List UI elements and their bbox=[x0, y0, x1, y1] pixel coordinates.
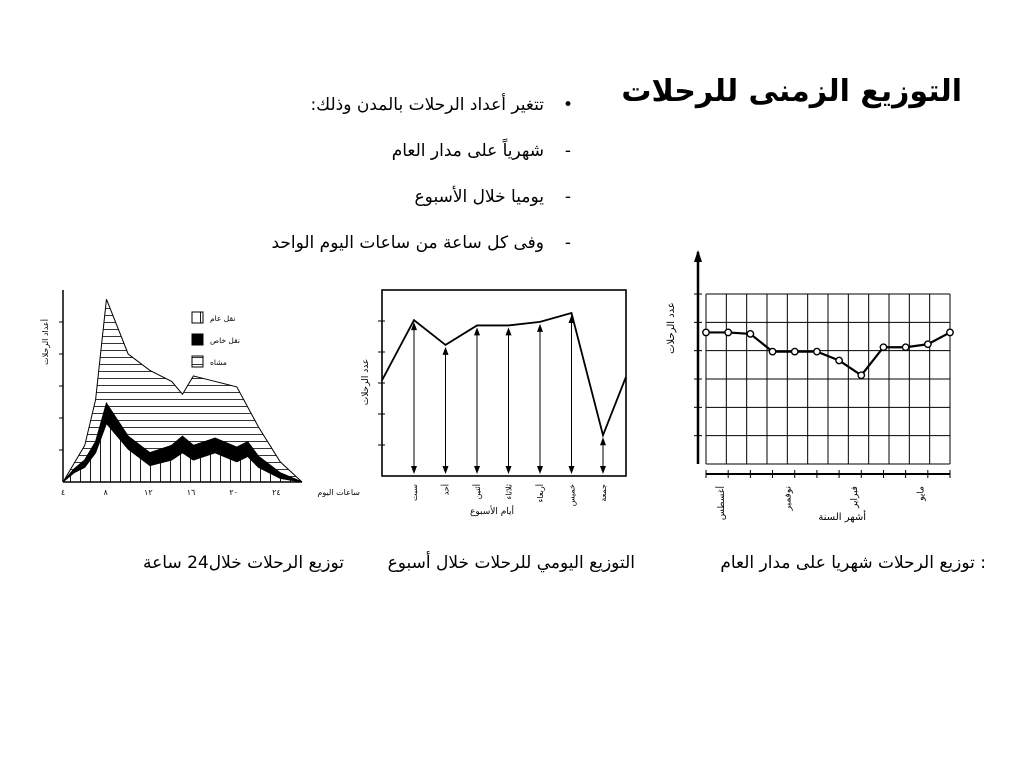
data-point bbox=[792, 348, 798, 354]
x-axis-label: أشهر السنة bbox=[818, 512, 866, 523]
bullet-text: شهرياً على مدار العام bbox=[391, 141, 544, 161]
drop-line-arrow-bottom bbox=[474, 466, 480, 474]
drop-line-arrow-top bbox=[506, 327, 512, 335]
drop-line-arrow-top bbox=[537, 324, 543, 332]
series-line bbox=[382, 313, 626, 435]
y-axis-label: عدد الرحلات bbox=[666, 302, 677, 354]
legend-swatch bbox=[192, 312, 203, 323]
bullet-marker: - bbox=[564, 233, 572, 253]
bullet-text: يوميا خلال الأسبوع bbox=[414, 187, 544, 207]
caption-weekly: التوزيع اليومي للرحلات خلال أسبوع bbox=[387, 553, 635, 573]
data-point bbox=[703, 329, 709, 335]
drop-line-arrow-top bbox=[600, 437, 606, 445]
x-axis-label: أيام الأسبوع bbox=[469, 507, 515, 517]
caption-hourly: توزيع الرحلات خلال24 ساعة bbox=[143, 553, 344, 573]
data-point bbox=[880, 344, 886, 350]
x-tick-label: نوفمبر bbox=[783, 486, 794, 511]
bullet-text: تتغير أعداد الرحلات بالمدن وذلك: bbox=[310, 95, 544, 115]
x-tick-label: ٢٠ bbox=[229, 488, 239, 497]
data-point bbox=[902, 344, 908, 350]
bullet-marker: • bbox=[562, 95, 574, 115]
data-point bbox=[947, 329, 953, 335]
x-tick-label: أثنين bbox=[473, 484, 482, 500]
bullet-item bbox=[144, 220, 572, 266]
y-axis-label: أعداد الرحلات bbox=[41, 319, 50, 365]
bullet-marker: - bbox=[564, 187, 572, 207]
x-tick-label: أغسطس bbox=[717, 486, 727, 521]
x-tick-label: مايو bbox=[916, 486, 927, 501]
data-point bbox=[769, 348, 775, 354]
legend-label: مشاه bbox=[210, 358, 227, 367]
data-point bbox=[814, 348, 820, 354]
y-axis-arrow bbox=[694, 250, 702, 262]
drop-line-arrow-top bbox=[443, 347, 449, 355]
x-axis-label: ساعات اليوم bbox=[317, 488, 360, 497]
legend-label: نقل عام bbox=[210, 314, 236, 323]
data-point bbox=[836, 357, 842, 363]
drop-line-arrow-top bbox=[474, 327, 480, 335]
data-point bbox=[858, 372, 864, 378]
x-tick-label: ١٢ bbox=[144, 488, 153, 497]
legend-swatch bbox=[192, 334, 203, 345]
caption-monthly: : توزيع الرحلات شهريا على مدار العام bbox=[720, 553, 986, 573]
drop-line-arrow-bottom bbox=[537, 466, 543, 474]
drop-line-arrow-bottom bbox=[443, 466, 449, 474]
bullet-text: وفى كل ساعة من ساعات اليوم الواحد bbox=[271, 233, 544, 253]
legend-swatch bbox=[192, 356, 203, 367]
x-tick-label: أحد bbox=[441, 484, 451, 496]
drop-line-arrow-bottom bbox=[569, 466, 575, 474]
data-point bbox=[925, 341, 931, 347]
x-tick-label: ١٦ bbox=[186, 488, 196, 497]
bullet-list bbox=[144, 82, 574, 266]
bullet-marker: - bbox=[564, 141, 572, 161]
data-point bbox=[747, 331, 753, 337]
drop-line-arrow-bottom bbox=[600, 466, 606, 474]
bullet-item bbox=[144, 82, 574, 128]
x-tick-label: أربعاء bbox=[536, 484, 545, 503]
y-axis-label: عدد الرحلات bbox=[361, 358, 371, 406]
slide-title: التوزيع الزمنى للرحلات bbox=[621, 74, 962, 109]
x-tick-label: خميس bbox=[567, 484, 577, 507]
monthly-trips-chart bbox=[652, 248, 970, 530]
x-tick-label: سبت bbox=[410, 484, 419, 501]
drop-line-arrow-bottom bbox=[506, 466, 512, 474]
x-tick-label: ٤ bbox=[60, 488, 66, 497]
x-tick-label: ٨ bbox=[103, 488, 108, 497]
drop-line-arrow-bottom bbox=[411, 466, 417, 474]
x-tick-label: ٢٤ bbox=[272, 488, 281, 497]
hourly-trips-chart bbox=[30, 280, 370, 505]
legend-label: نقل خاص bbox=[210, 336, 240, 345]
weekly-trips-chart bbox=[352, 282, 637, 522]
x-tick-label: ثلاثاء bbox=[504, 484, 514, 500]
data-point bbox=[725, 329, 731, 335]
bullet-item bbox=[144, 128, 572, 174]
x-tick-label: فبراير bbox=[850, 486, 861, 508]
x-tick-label: جمعة bbox=[599, 484, 608, 502]
bullet-item bbox=[144, 174, 572, 220]
